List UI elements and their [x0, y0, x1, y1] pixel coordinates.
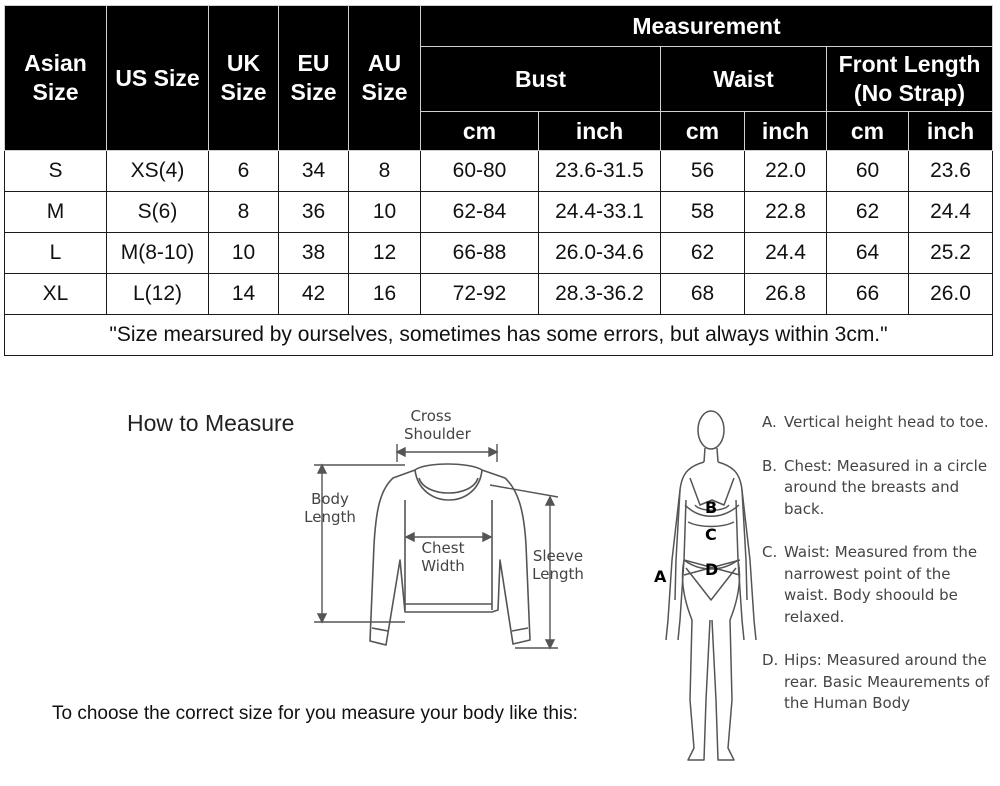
table-cell: M(8-10) — [107, 233, 209, 274]
step-text: Waist: Measured from the narrowest point of the waist. Body shoould be relaxed. — [784, 543, 978, 626]
table-cell: 64 — [827, 233, 909, 274]
table-cell: 28.3-36.2 — [539, 274, 661, 315]
table-cell: 22.0 — [745, 151, 827, 192]
how-to-measure-title: How to Measure — [127, 410, 295, 436]
header-unit: cm — [827, 112, 909, 151]
step-letter: D. — [762, 651, 779, 669]
header-eu-size: EU Size — [279, 6, 349, 151]
step-text: Hips: Measured around the rear. Basic Meaurements of the Human Body — [784, 651, 990, 712]
table-cell: 60-80 — [421, 151, 539, 192]
table-cell: 26.0 — [909, 274, 993, 315]
table-cell: 58 — [661, 192, 745, 233]
header-unit: inch — [745, 112, 827, 151]
header-front-length: Front Length (No Strap) — [827, 47, 993, 112]
header-unit: cm — [421, 112, 539, 151]
table-cell: 10 — [349, 192, 421, 233]
table-cell: 42 — [279, 274, 349, 315]
step-letter: A. — [762, 413, 777, 431]
table-cell: 36 — [279, 192, 349, 233]
table-cell: 62 — [661, 233, 745, 274]
step-text: Vertical height head to toe. — [784, 413, 989, 431]
table-cell: 14 — [209, 274, 279, 315]
table-cell: 10 — [209, 233, 279, 274]
header-uk-size: UK Size — [209, 6, 279, 151]
human-body-icon — [666, 411, 756, 760]
table-cell: S — [5, 151, 107, 192]
table-cell: 6 — [209, 151, 279, 192]
header-unit: cm — [661, 112, 745, 151]
measurement-steps — [762, 412, 998, 737]
step-item — [762, 650, 998, 715]
table-cell: L — [5, 233, 107, 274]
body-letter-d: D — [705, 560, 719, 579]
table-cell: S(6) — [107, 192, 209, 233]
table-cell: 12 — [349, 233, 421, 274]
table-cell: 66 — [827, 274, 909, 315]
header-waist: Waist — [661, 47, 827, 112]
table-cell: 72-92 — [421, 274, 539, 315]
table-cell: 23.6 — [909, 151, 993, 192]
table-cell: 26.0-34.6 — [539, 233, 661, 274]
table-cell: L(12) — [107, 274, 209, 315]
table-cell: 62 — [827, 192, 909, 233]
header-unit: inch — [539, 112, 661, 151]
table-cell: M — [5, 192, 107, 233]
table-cell: 24.4 — [745, 233, 827, 274]
step-item — [762, 412, 998, 434]
table-cell: 25.2 — [909, 233, 993, 274]
table-cell: 62-84 — [421, 192, 539, 233]
table-cell: 66-88 — [421, 233, 539, 274]
header-asian-size: Asian Size — [5, 6, 107, 151]
table-cell: 56 — [661, 151, 745, 192]
sleeve-length-label: Sleeve Length — [532, 547, 584, 583]
table-cell: XL — [5, 274, 107, 315]
chest-width-label: Chest Width — [421, 539, 465, 575]
step-item — [762, 456, 998, 521]
cross-shoulder-label: Cross Shoulder — [404, 407, 471, 443]
choose-size-instruction: To choose the correct size for you measure your body like this: — [52, 703, 578, 724]
header-bust: Bust — [421, 47, 661, 112]
table-cell: 24.4-33.1 — [539, 192, 661, 233]
measurement-note: "Size mearsured by ourselves, sometimes has some errors, but always within 3cm." — [5, 315, 993, 356]
table-cell: 26.8 — [745, 274, 827, 315]
table-cell: XS(4) — [107, 151, 209, 192]
header-measurement: Measurement — [421, 6, 993, 47]
step-letter: C. — [762, 543, 778, 561]
table-cell: 22.8 — [745, 192, 827, 233]
table-cell: 34 — [279, 151, 349, 192]
table-cell: 8 — [349, 151, 421, 192]
table-cell: 24.4 — [909, 192, 993, 233]
body-letter-b: B — [705, 498, 718, 517]
header-us-size: US Size — [107, 6, 209, 151]
step-item — [762, 542, 998, 628]
table-cell: 38 — [279, 233, 349, 274]
step-text: Chest: Measured in a circle around the breasts and back. — [784, 456, 988, 518]
header-unit: inch — [909, 112, 993, 151]
body-letter-c: C — [705, 525, 717, 544]
table-cell: 68 — [661, 274, 745, 315]
table-cell: 60 — [827, 151, 909, 192]
body-letter-a: A — [654, 567, 667, 586]
table-cell: 23.6-31.5 — [539, 151, 661, 192]
table-cell: 16 — [349, 274, 421, 315]
body-length-label: Body Length — [304, 490, 356, 526]
step-letter: B. — [762, 456, 778, 475]
header-au-size: AU Size — [349, 6, 421, 151]
table-cell: 8 — [209, 192, 279, 233]
